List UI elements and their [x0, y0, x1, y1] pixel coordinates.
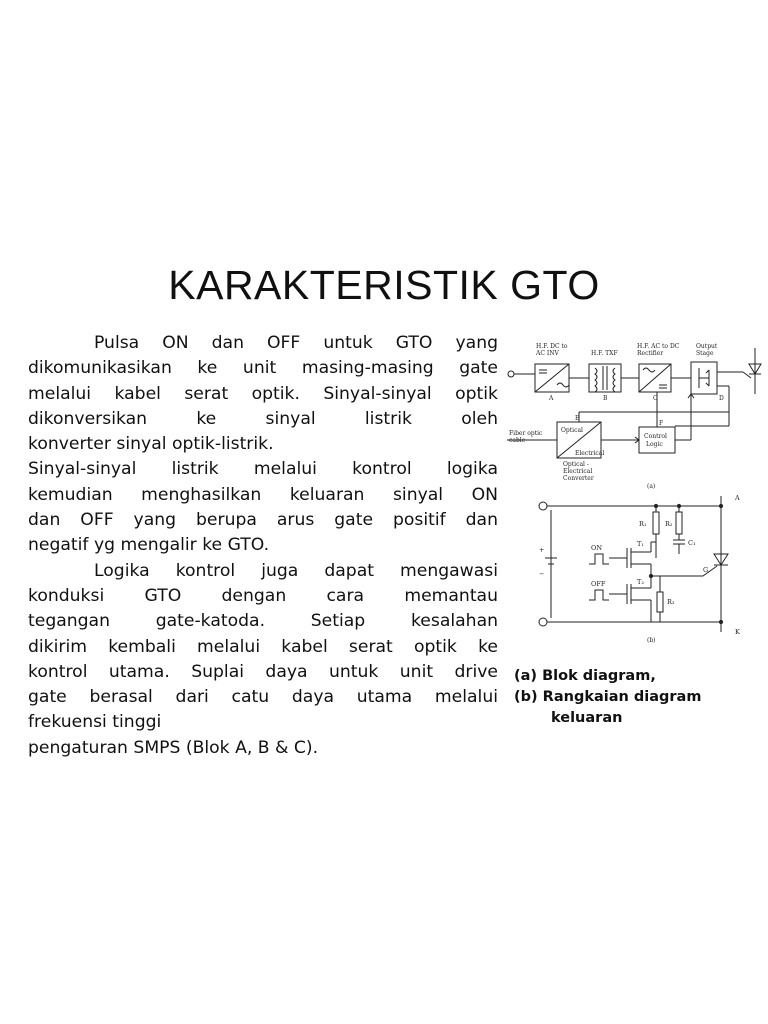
body-line: konverter sinyal optik-listrik. — [28, 434, 274, 455]
label-converter-1: Optical - — [563, 461, 589, 468]
body-line: dikonversikan ke sinyal listrik oleh — [28, 408, 498, 429]
label-t2: T₂ — [637, 578, 644, 586]
body-line: dikirim kembali melalui kabel serat optik ke — [28, 636, 498, 657]
label-plus: + — [539, 546, 545, 554]
block-b-transformer — [589, 364, 621, 392]
label-minus: − — [539, 570, 545, 578]
body-text — [28, 331, 498, 761]
label-logic: Logic — [646, 441, 663, 448]
label-hf-dc-ac-2: AC INV — [536, 350, 559, 357]
label-optical: Optical — [561, 427, 583, 434]
label-output-1: Output — [696, 343, 718, 350]
body-line: kontrol utama. Suplai daya untuk unit drive — [28, 661, 498, 682]
label-hf-ac-dc-2: Rectifier — [637, 350, 664, 357]
label-electrical: Electrical — [575, 450, 605, 457]
body-line: konduksi GTO dengan cara memantau — [28, 585, 498, 606]
label-converter-3: Converter — [563, 475, 594, 482]
label-converter-2: Electrical — [563, 468, 593, 475]
label-off: OFF — [591, 580, 606, 588]
label-hf-dc-ac-1: H.F. DC to — [536, 343, 568, 350]
body-line: pengaturan SMPS (Blok A, B & C). — [28, 737, 319, 758]
label-t1: T₁ — [637, 540, 644, 548]
letter-d: D — [719, 395, 724, 402]
body-line: gate berasal dari catu daya utama melalui — [28, 687, 498, 708]
figure-caption — [514, 666, 701, 729]
label-c1: C₁ — [688, 539, 696, 547]
body-line: frekuensi tinggi — [28, 712, 162, 733]
body-line: dan OFF yang berupa arus gate positif dan — [28, 510, 498, 531]
body-line: Pulsa ON dan OFF untuk GTO yang — [94, 333, 498, 353]
caption-line-a: (a) Blok diagram, — [514, 668, 656, 684]
gto-figure — [503, 336, 765, 646]
label-fiber-1: Fiber optic — [509, 430, 543, 437]
label-r1: R₁ — [639, 520, 647, 528]
body-line: dikomunikasikan ke unit masing-masing gate — [28, 358, 498, 379]
label-hf-txf: H.F. TXF — [591, 350, 618, 357]
label-cathode: K — [735, 628, 740, 636]
body-line: negatif yg mengalir ke GTO. — [28, 535, 270, 556]
body-line: kemudian menghasilkan keluaran sinyal ON — [28, 484, 498, 505]
label-g: G — [703, 566, 709, 574]
label-on: ON — [591, 544, 603, 552]
control-logic-block — [639, 427, 675, 453]
letter-a: A — [549, 395, 554, 402]
letter-f: F — [659, 420, 664, 427]
label-r2: R₂ — [665, 520, 673, 528]
letter-e: E — [575, 415, 580, 422]
sublabel-a: (a) — [647, 483, 656, 490]
letter-c: C — [653, 395, 658, 402]
label-control: Control — [644, 433, 667, 440]
label-output-2: Stage — [696, 350, 714, 357]
label-r3: R₃ — [667, 598, 675, 606]
label-fiber-2: cable — [509, 437, 526, 444]
slide-title: KARAKTERISTIK GTO — [168, 262, 600, 308]
sublabel-b: (b) — [647, 637, 656, 644]
letter-b: B — [603, 395, 608, 402]
body-line: tegangan gate-katoda. Setiap kesalahan — [28, 611, 498, 632]
caption-line-b: (b) Rangkaian diagram — [514, 689, 702, 705]
body-line: Logika kontrol juga dapat mengawasi — [94, 560, 498, 581]
label-anode: A — [735, 494, 740, 502]
body-line: melalui kabel serat optik. Sinyal-sinyal optik — [28, 383, 498, 404]
body-line: Sinyal-sinyal listrik melalui kontrol logika — [28, 459, 498, 480]
caption-line-b-cont: keluaran — [551, 710, 623, 726]
label-hf-ac-dc-1: H.F. AC to DC — [637, 343, 680, 350]
